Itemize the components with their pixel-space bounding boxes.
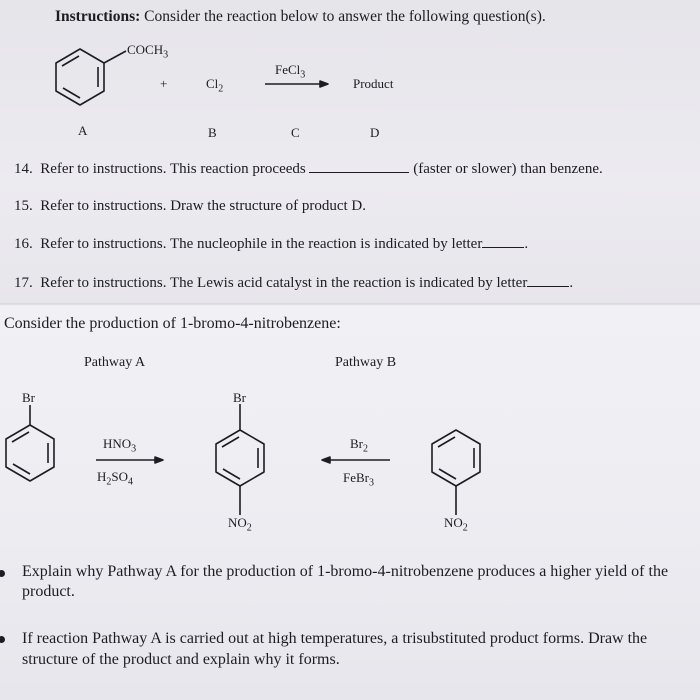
question-text: Refer to instructions. Draw the structure of product D.	[40, 198, 366, 214]
plus-sign: +	[160, 76, 168, 91]
answer-blank[interactable]	[309, 160, 409, 173]
letter-c: C	[291, 125, 300, 140]
question-16	[14, 235, 528, 253]
reaction-arrow-pathway-b	[322, 457, 390, 463]
explain-prompt-1: Explain why Pathway A for the production of 1-bromo-4-nitrobenzene produces a higher yield of the product.	[22, 563, 669, 600]
reagent-h2so4: $H_2SO_4$	[97, 469, 134, 488]
question-17	[14, 274, 573, 292]
question-suffix: .	[524, 236, 529, 252]
benzene-ring-acetophenone	[56, 49, 126, 105]
question-text: Refer to instructions. The Lewis acid catalyst in the reaction is indicated by letter	[40, 275, 528, 291]
catalyst-fecl3: FeCl$_3$	[275, 62, 306, 81]
reagent-hno3: $HNO_3$	[103, 436, 137, 455]
answer-blank[interactable]	[527, 274, 569, 287]
question-15	[14, 198, 366, 215]
pathway-b-label: Pathway B	[335, 355, 397, 370]
instructions-label: Instructions:	[55, 8, 141, 25]
question-text: Refer to instructions. This reaction proceeds	[40, 161, 306, 177]
question-number: 14.	[14, 161, 33, 177]
answer-blank[interactable]	[482, 235, 524, 248]
instructions-text: Consider the reaction below to answer the following question(s).	[140, 8, 546, 25]
letter-d: D	[370, 125, 380, 140]
reaction-arrow-1	[265, 81, 328, 87]
bromo-label-product: Br	[233, 390, 246, 405]
explain-prompt-2: If reaction Pathway A is carried out at high temperatures, a trisubstituted product forms. Draw the structure of the product and explain why it forms.	[22, 630, 648, 668]
nitro-label-nitrobenzene: $NO_2$	[444, 515, 468, 534]
letter-b: B	[208, 125, 217, 140]
reagent-chlorine: $Cl_2$	[206, 76, 224, 95]
substituent-acetyl: $COCH_3$	[127, 42, 169, 61]
benzene-ring-bromobenzene	[6, 405, 54, 481]
benzene-ring-product	[216, 404, 264, 515]
pathway-a-label: Pathway A	[84, 355, 146, 370]
question-suffix: .	[569, 275, 574, 291]
reaction-arrow-pathway-a	[96, 457, 163, 463]
benzene-ring-nitrobenzene	[432, 430, 480, 515]
bromo-label-left: Br	[22, 390, 35, 405]
product-label: Product	[353, 76, 394, 91]
letter-a: A	[78, 123, 88, 138]
question-number: 17.	[14, 275, 33, 291]
question-number: 15.	[14, 198, 33, 214]
question-number: 16.	[14, 236, 33, 252]
question-14	[14, 160, 603, 178]
question-suffix: (faster or slower) than benzene.	[413, 161, 603, 177]
question-text: Refer to instructions. The nucleophile in the reaction is indicated by letter	[40, 236, 483, 252]
nitro-label-product: $NO_2$	[228, 515, 252, 534]
reagent-br2: $Br_2$	[350, 436, 368, 455]
production-heading: Consider the production of 1-bromo-4-nitrobenzene:	[4, 315, 341, 332]
reagent-febr3: FeBr$_3$	[343, 470, 374, 489]
